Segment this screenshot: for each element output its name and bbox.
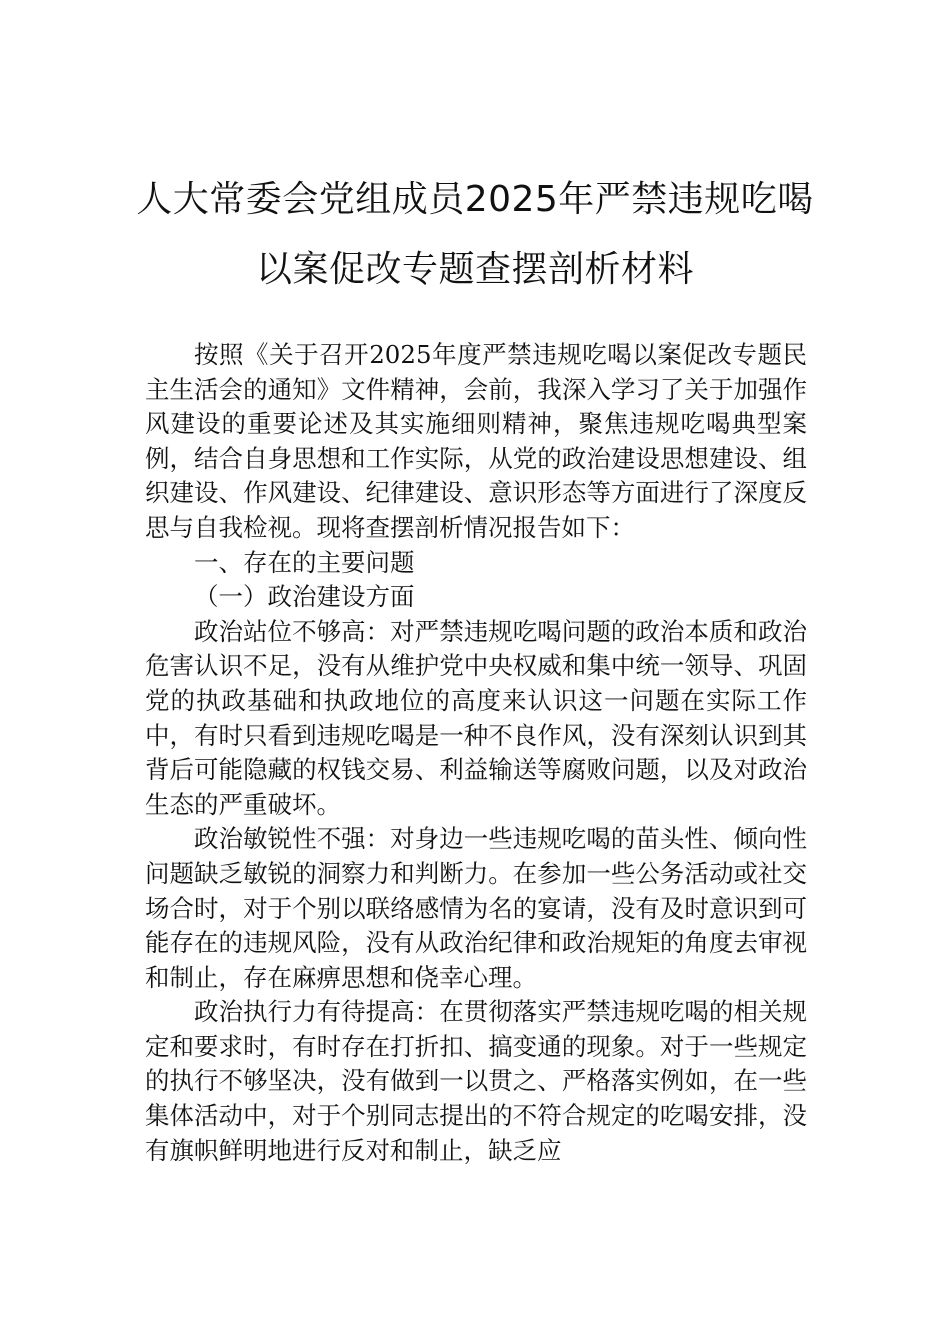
document-title-line-2: 以案促改专题查摆剖析材料	[255, 249, 694, 290]
intro-paragraph: 按照《关于召开2025年度严禁违规吃喝以案促改专题民主生活会的通知》文件精神，会前，我深入学习了关于加强作风建设的重要论述及其实施细则精神，聚焦违规吃喝典型案例，结合自身思想和工作实际，从党的政治建设思想建设、组织建设、作风建设、纪律建设、意识形态等方面进行了深度反思与自我检视。现将查摆剖析情况报告如下：	[145, 340, 807, 542]
section-heading: 一、存在的主要问题	[194, 547, 415, 577]
subsection-heading: （一）政治建设方面	[194, 582, 415, 612]
body-paragraph: 政治敏锐性不强：对身边一些违规吃喝的苗头性、倾向性问题缺乏敏锐的洞察力和判断力。在参加一些公务活动或社交场合时，对于个别以联络感情为名的宴请，没有及时意识到可能存在的违规风险，没有从政治纪律和政治规矩的角度去审视和制止，存在麻痹思想和侥幸心理。	[145, 824, 807, 992]
document-title-line-1: 人大常委会党组成员2025年严禁违规吃喝	[136, 179, 814, 220]
body-paragraph: 政治站位不够高：对严禁违规吃喝问题的政治本质和政治危害认识不足，没有从维护党中央权威和集中统一领导、巩固党的执政基础和执政地位的高度来认识这一问题在实际工作中，有时只看到违规吃喝是一种不良作风，没有深刻认识到其背后可能隐藏的权钱交易、利益输送等腐败问题，以及对政治生态的严重破坏。	[145, 616, 807, 819]
document-body	[145, 338, 807, 1168]
body-paragraph: 政治执行力有待提高：在贯彻落实严禁违规吃喝的相关规定和要求时，有时存在打折扣、搞变通的现象。对于一些规定的执行不够坚决，没有做到一以贯之、严格落实例如，在一些集体活动中，对于个别同志提出的不符合规定的吃喝安排，没有旗帜鲜明地进行反对和制止，缺乏应	[145, 997, 807, 1165]
